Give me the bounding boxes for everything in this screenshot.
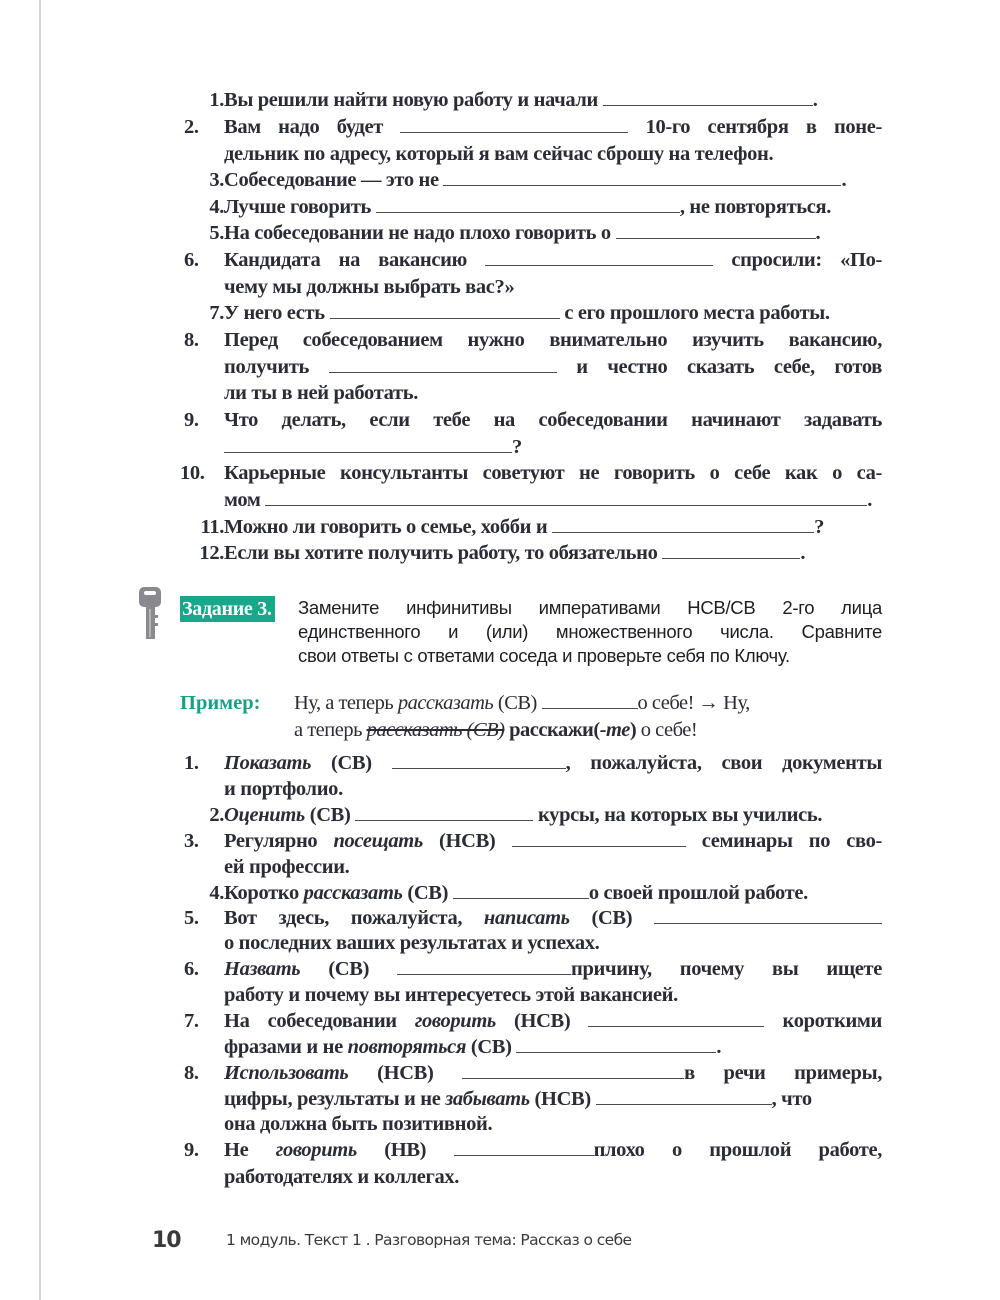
item-text: работу и почему вы интересуетесь этой вакансией.: [224, 984, 678, 1006]
item-text: (НВ): [384, 1139, 454, 1161]
item-text: .: [812, 89, 818, 111]
answer-blank[interactable]: [329, 354, 557, 373]
item-text: на телефон.: [663, 143, 774, 165]
item-text: Вот здесь, пожалуйста,: [224, 907, 484, 929]
item-text: спросили: «По-: [731, 249, 882, 271]
item-text: .: [841, 169, 847, 191]
list-item: [209, 220, 882, 246]
emphasis-word: сброшу: [597, 143, 664, 165]
item-number: 1.: [184, 752, 199, 774]
list-item: [184, 327, 882, 353]
example-text: о себе!: [636, 719, 698, 741]
item-number: 8.: [184, 329, 199, 351]
item-text: ?: [814, 516, 824, 538]
struck-text: рассказать (СВ): [366, 719, 505, 741]
list-item-continuation: [224, 1034, 882, 1060]
item-text: Карьерные консультанты советуют не говорить о себе как о са-: [224, 462, 882, 484]
list-item-continuation: [224, 1111, 882, 1137]
item-text: работодателях и коллегах.: [224, 1166, 460, 1188]
list-item-continuation: [224, 982, 882, 1008]
item-text: 10-го сентября в поне-: [645, 116, 882, 138]
item-text: получить: [224, 356, 329, 378]
item-number: 4.: [209, 196, 224, 218]
list-item: [199, 540, 882, 566]
verb-infinitive: рассказать: [303, 882, 403, 904]
item-number: 5.: [184, 907, 199, 929]
list-item: [209, 802, 882, 828]
item-text: У него есть: [224, 302, 330, 324]
item-text: (СВ): [311, 752, 392, 774]
answer-blank[interactable]: [596, 1086, 772, 1105]
verb-infinitive: говорить: [414, 1010, 496, 1032]
list-item: [209, 880, 882, 906]
task-badge: Задание 3.: [180, 596, 275, 622]
verb-infinitive: говорить: [275, 1139, 357, 1161]
item-number: 3.: [184, 830, 199, 852]
answer-blank[interactable]: [603, 87, 813, 106]
item-text: (НСВ): [377, 1062, 463, 1084]
item-text: цифры, результаты и не: [224, 1088, 446, 1110]
answer-blank[interactable]: [454, 1137, 594, 1156]
answer-blank[interactable]: [462, 1060, 684, 1079]
example-text: Ну, а теперь: [294, 692, 398, 714]
list-item: [184, 114, 882, 140]
list-item: [184, 905, 882, 931]
item-number: 5.: [209, 222, 224, 244]
list-item: [209, 194, 882, 220]
example-line: [294, 717, 882, 743]
item-text: Не: [224, 1139, 276, 1161]
item-number: 10.: [180, 462, 205, 484]
answer-blank[interactable]: [376, 194, 680, 213]
answer-blank[interactable]: [224, 434, 512, 453]
item-text: Что делать, если тебе на собеседовании начинают задавать: [224, 409, 882, 431]
list-item-continuation: [224, 1086, 882, 1112]
item-number: 6.: [184, 958, 199, 980]
item-text: .: [867, 489, 873, 511]
item-text: ей профессии.: [224, 856, 350, 878]
item-text: (НСВ): [422, 830, 512, 852]
item-text: с его прошлого места работы.: [559, 302, 830, 324]
item-text: короткими: [782, 1010, 882, 1032]
item-text: курсы, на которых вы учились.: [533, 804, 823, 826]
answer-blank[interactable]: [654, 905, 882, 924]
verb-infinitive: забывать: [445, 1088, 530, 1110]
item-text: .: [815, 222, 821, 244]
item-text: , не повторяться.: [679, 196, 832, 218]
list-item-continuation: [224, 776, 882, 802]
answer-blank[interactable]: [485, 247, 713, 266]
answer-blank[interactable]: [588, 1008, 764, 1027]
item-number: 9.: [184, 409, 199, 431]
item-text: (НСВ): [529, 1088, 596, 1110]
item-text: и честно сказать себе, готов: [576, 356, 882, 378]
item-text: Если вы хотите получить работу, то обязательно: [224, 542, 663, 564]
item-text: Регулярно: [224, 830, 334, 852]
list-item: [184, 407, 882, 433]
item-text: в речи примеры,: [684, 1062, 882, 1084]
item-text: (СВ): [591, 907, 654, 929]
list-item: [184, 828, 882, 854]
answer-blank[interactable]: [552, 514, 814, 533]
task-instruction-line: Замените инфинитивы императивами НСВ/СВ 2-го лица: [298, 597, 882, 618]
list-item-continuation: [224, 434, 882, 460]
item-text: , пожалуйста, свои документы: [565, 752, 882, 774]
item-number: 8.: [184, 1062, 199, 1084]
imperative-ending: -те: [599, 719, 630, 741]
item-text: мом: [224, 489, 266, 511]
list-item: [209, 87, 882, 113]
running-title: 1 модуль. Текст 1 . Разговорная тема: Рассказ о себе: [226, 1231, 632, 1249]
item-text: она должна быть позитивной.: [224, 1113, 493, 1135]
item-text: На собеседовании не надо плохо говорить о: [224, 222, 616, 244]
example-line: [294, 690, 882, 716]
item-text: (СВ): [328, 958, 398, 980]
answer-blank[interactable]: [265, 487, 867, 506]
list-item: [180, 460, 882, 486]
verb-infinitive: Показать: [224, 752, 312, 774]
list-item: [184, 956, 883, 982]
answer-blank[interactable]: [512, 828, 686, 847]
list-item-continuation: [224, 141, 882, 167]
list-item: [184, 1008, 882, 1034]
item-text: , что: [771, 1088, 812, 1110]
list-item: [184, 1060, 882, 1086]
item-text: ли ты в ней работать.: [224, 382, 419, 404]
list-item: [184, 750, 882, 776]
page-number: 10: [152, 1228, 181, 1253]
verb-infinitive: Назвать: [224, 958, 301, 980]
item-number: 3.: [209, 169, 224, 191]
answer-blank[interactable]: [516, 1034, 716, 1053]
list-item-continuation: [224, 380, 882, 406]
list-item: [200, 514, 882, 540]
item-text: дельник по адресу, который я вам сейчас: [224, 143, 598, 165]
answer-blank[interactable]: [662, 540, 800, 559]
answer-blank[interactable]: [453, 880, 589, 899]
verb-infinitive: Использовать: [224, 1062, 349, 1084]
example-label: Пример:: [180, 692, 261, 714]
list-item-continuation: [224, 1164, 882, 1190]
item-text: Лучше говорить: [224, 196, 376, 218]
list-item-continuation: [224, 354, 882, 380]
list-item-continuation: [224, 487, 882, 513]
item-number: 6.: [184, 249, 199, 271]
item-number: 2.: [209, 804, 224, 826]
item-number: 11.: [200, 516, 224, 538]
item-text: .: [800, 542, 806, 564]
item-text: (СВ): [304, 804, 356, 826]
list-item-continuation: [224, 274, 882, 300]
imperative-answer: расскажи(: [504, 719, 600, 741]
verb-infinitive: Оценить: [224, 804, 305, 826]
item-text: На собеседовании: [224, 1010, 415, 1032]
item-text: Собеседование — это не: [224, 169, 444, 191]
list-item-continuation: [224, 854, 882, 880]
answer-blank[interactable]: [330, 300, 560, 319]
item-text: плохо о прошлой работе,: [593, 1139, 883, 1161]
list-item: [209, 300, 882, 326]
verb-infinitive: посещать: [333, 830, 423, 852]
answer-blank[interactable]: [400, 114, 628, 133]
item-text: Перед собеседованием нужно внимательно изучить вакансию,: [224, 329, 882, 351]
item-number: 7.: [184, 1010, 199, 1032]
item-text: (СВ): [466, 1036, 517, 1058]
item-number: 9.: [184, 1139, 199, 1161]
list-item-continuation: [224, 930, 882, 956]
verb-infinitive: написать: [483, 907, 570, 929]
item-text: о последних ваших результатах и успехах.: [224, 932, 600, 954]
item-number: 2.: [184, 116, 199, 138]
list-item: [184, 247, 882, 273]
item-text: (СВ): [402, 882, 453, 904]
key-icon: [137, 585, 163, 641]
example-text: а теперь: [294, 719, 367, 741]
item-text: ?: [512, 436, 522, 458]
task-instruction-line: свои ответы с ответами соседа и проверьте себя по Ключу.: [298, 645, 790, 666]
item-text: Можно ли говорить о семье, хобби и: [224, 516, 553, 538]
list-item: [209, 167, 882, 193]
item-number: 12.: [199, 542, 224, 564]
item-number: 4.: [209, 882, 224, 904]
item-number: 1.: [209, 89, 224, 111]
task-instruction-line: единственного и (или) множественного числа. Сравните: [298, 621, 882, 642]
item-text: (НСВ): [495, 1010, 589, 1032]
answer-blank[interactable]: [397, 956, 571, 975]
item-text: семинары по сво-: [685, 830, 882, 852]
example-text: (СВ): [493, 692, 542, 714]
imperative-answer: ): [629, 719, 637, 741]
list-item: [184, 1137, 883, 1163]
item-text: о своей прошлой работе.: [588, 882, 808, 904]
answer-blank[interactable]: [616, 220, 816, 239]
answer-blank[interactable]: [355, 802, 533, 821]
answer-blank: [542, 690, 638, 709]
answer-blank[interactable]: [392, 750, 566, 769]
item-text: .: [716, 1036, 722, 1058]
struck-infinitive: [367, 719, 505, 741]
example-text: о себе! → Ну,: [637, 692, 750, 714]
item-number: 7.: [209, 302, 224, 324]
item-text: Коротко: [224, 882, 304, 904]
example-verb: рассказать: [397, 692, 494, 714]
item-text: Кандидата на вакансию: [224, 249, 486, 271]
item-text: причину, почему вы ищете: [571, 958, 883, 980]
verb-infinitive: повторяться: [347, 1036, 467, 1058]
item-text: и портфолио.: [224, 778, 343, 800]
answer-blank[interactable]: [443, 167, 841, 186]
item-text: чему мы должны выбрать вас?»: [224, 276, 515, 298]
item-text: Вы решили найти новую работу и начали: [224, 89, 603, 111]
item-text: Вам надо будет: [224, 116, 401, 138]
item-text: фразами и не: [224, 1036, 348, 1058]
